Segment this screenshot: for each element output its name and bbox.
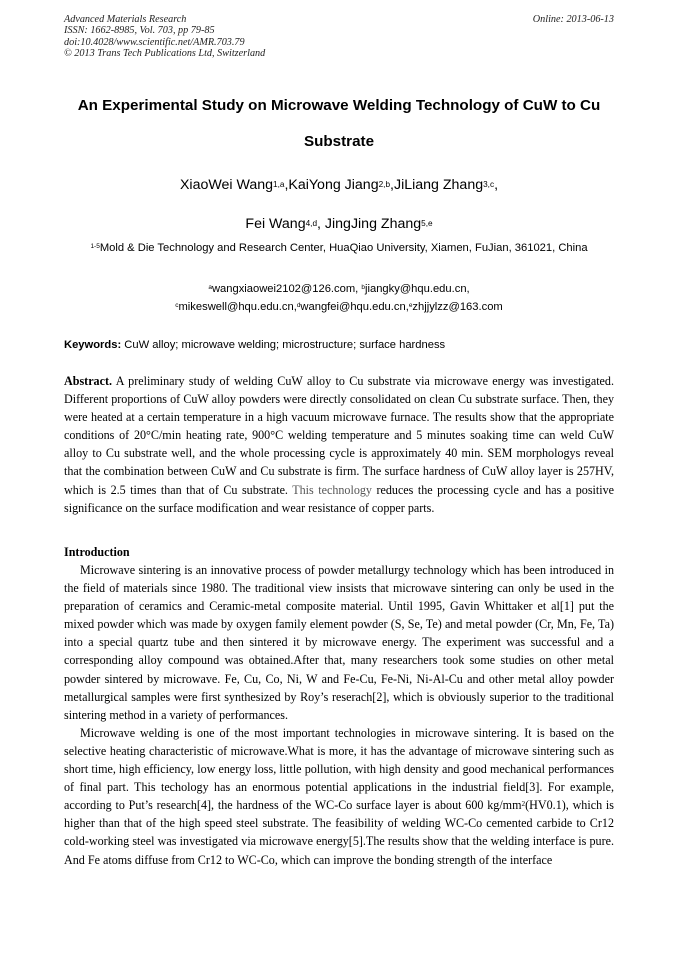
- email-address: wangxiaowei2102@126.com,: [211, 283, 362, 295]
- author-name: Fei Wang: [245, 216, 306, 232]
- doi-line: doi:10.4028/www.scientific.net/AMR.703.79: [64, 36, 245, 48]
- paragraph: Microwave sintering is an innovative process of powder metallurgy technology which has been introduced in the field of materials since 1980. The traditional view insists that microwave sintering can only be used in the preparation of ceramics and Ceramic-metal composite material. Until 1995, Gavin Whittaker et al[1] put the mixed powder which was made by oxygen family element powder (S, Se, Te) and metal powder (Cr, Mn, Fe, Ta) into a special quartz tube and then sintered it by microwave energy. The experiment was successful and a corresponding alloy compound was obtained.After that, many researchers took some studies on other metal powder sintered by microwave. Fe, Cu, Co, Ni, W and Fe-Cu, Fe-Ni, Ni-Al-Cu and other metal alloy powder metallurgical samples were first synthesized by Roy’s reserach[2], which is obviously superior to the traditional sintering method in a variety of performances.: [64, 563, 614, 722]
- author-superscript: 2,b: [378, 179, 391, 189]
- paragraph-text: (HV0.1), which is higher than that of the high speed steel substrate. The feasibility of welding WC-Co cemented carbide to Cr12 cold-working steel was investigated via microwave energy[5].The results show that the welding interface is pure. And Fe atoms diffuse from Cr12 to WC-Co, which can improve the bonding strength of the interface: [64, 798, 614, 867]
- issn-line: ISSN: 1662-8985, Vol. 703, pp 79-85: [64, 25, 215, 37]
- author-name: , JingJing Zhang: [317, 216, 422, 232]
- email-superscript: e: [408, 302, 413, 310]
- journal-header: [64, 14, 404, 60]
- abstract-text-end: reduces the processing cycle and has a positive significance on the surface modification and wear resistance of copper parts.: [64, 482, 615, 515]
- affiliation-superscript: 1-5: [90, 243, 100, 251]
- author-name: ,KaiYong Jiang: [284, 177, 379, 193]
- email-superscript: c: [175, 302, 179, 310]
- title-line-1: An Experimental Study on Microwave Welding Technology of CuW to Cu: [77, 97, 601, 114]
- author-superscript: 1,a: [273, 179, 285, 189]
- affiliation-text: Mold & Die Technology and Research Center, HuaQiao University, Xiamen, FuJian, 361021, China: [99, 242, 588, 254]
- author-name: ,JiLiang Zhang: [390, 177, 484, 193]
- email-line-2: [64, 298, 614, 316]
- author-superscript: 3,c: [483, 179, 495, 189]
- section-heading: Introduction: [64, 545, 130, 559]
- journal-name: Advanced Materials Research: [64, 14, 187, 25]
- email-address: jiangky@hqu.edu.cn,: [365, 283, 470, 295]
- affiliation: [64, 238, 614, 258]
- abstract-text: A preliminary study of welding CuW alloy to Cu substrate via microwave energy was investigated. Different proportions of CuW alloy powders were directly consolidated on clean Cu substrate surface. Then, they were heated at a certain temperature in a high vacuum microwave furnace. The results show that the appropriate conditions of 20°C/min heating rate, 900°C welding temperature and 5 minutes soaking time can weld CuW alloy to Cu substrate well, and the whole processing cycle is approximately 40 min. SEM morphologys reveal that the combination between CuW and Cu substrate is firm. The surface hardness of CuW alloy layer is 257HV, which is 2.5 times than that of Cu substrate.: [64, 374, 614, 497]
- email-line-1: [64, 280, 614, 298]
- email-superscript: d: [296, 302, 301, 310]
- paragraph: [64, 724, 614, 869]
- introduction-body: [64, 561, 614, 869]
- keywords-label: Keywords:: [64, 339, 122, 351]
- author-line-1: [40, 166, 638, 205]
- keywords: [64, 338, 624, 352]
- unit-superscript: 2: [521, 799, 526, 808]
- paragraph-text: Microwave welding is one of the most important technologies in microwave sintering. It is based on the selective heating characteristic of microwave.What is more, it has the advantage of microwave sintering such as short time, high efficiency, low energy loss, little pollution, with high density and good mechanical performances of final part. This techology has an enormous potential applications in the industrial field[3]. For example, according to Put’s research[4], the hardness of the WC-Co surface layer is about 600 kg/mm: [64, 725, 614, 813]
- abstract-highlight: This technology: [292, 482, 372, 497]
- author-superscript: 5,e: [421, 218, 433, 228]
- copyright-line: © 2013 Trans Tech Publications Ltd, Switzerland: [64, 48, 266, 60]
- online-date: Online: 2013-06-13: [532, 14, 614, 25]
- keywords-text: CuW alloy; microwave welding; microstructure; surface hardness: [121, 339, 446, 351]
- author-emails: [64, 280, 614, 316]
- title-line-2: Substrate: [303, 133, 375, 150]
- email-address: mikeswell@hqu.edu.cn,: [178, 301, 297, 313]
- author-superscript: 4,d: [305, 218, 318, 228]
- author-separator: ,: [494, 177, 499, 193]
- author-name: XiaoWei Wang: [179, 177, 274, 193]
- abstract: [64, 372, 614, 517]
- email-superscript: b: [361, 284, 365, 292]
- author-list: [40, 166, 638, 244]
- abstract-label: Abstract.: [64, 374, 113, 388]
- email-superscript: a: [208, 284, 212, 292]
- paper-title: [40, 88, 638, 160]
- email-address: zhjjylzz@163.com: [412, 301, 503, 313]
- email-address: wangfei@hqu.edu.cn,: [300, 301, 409, 313]
